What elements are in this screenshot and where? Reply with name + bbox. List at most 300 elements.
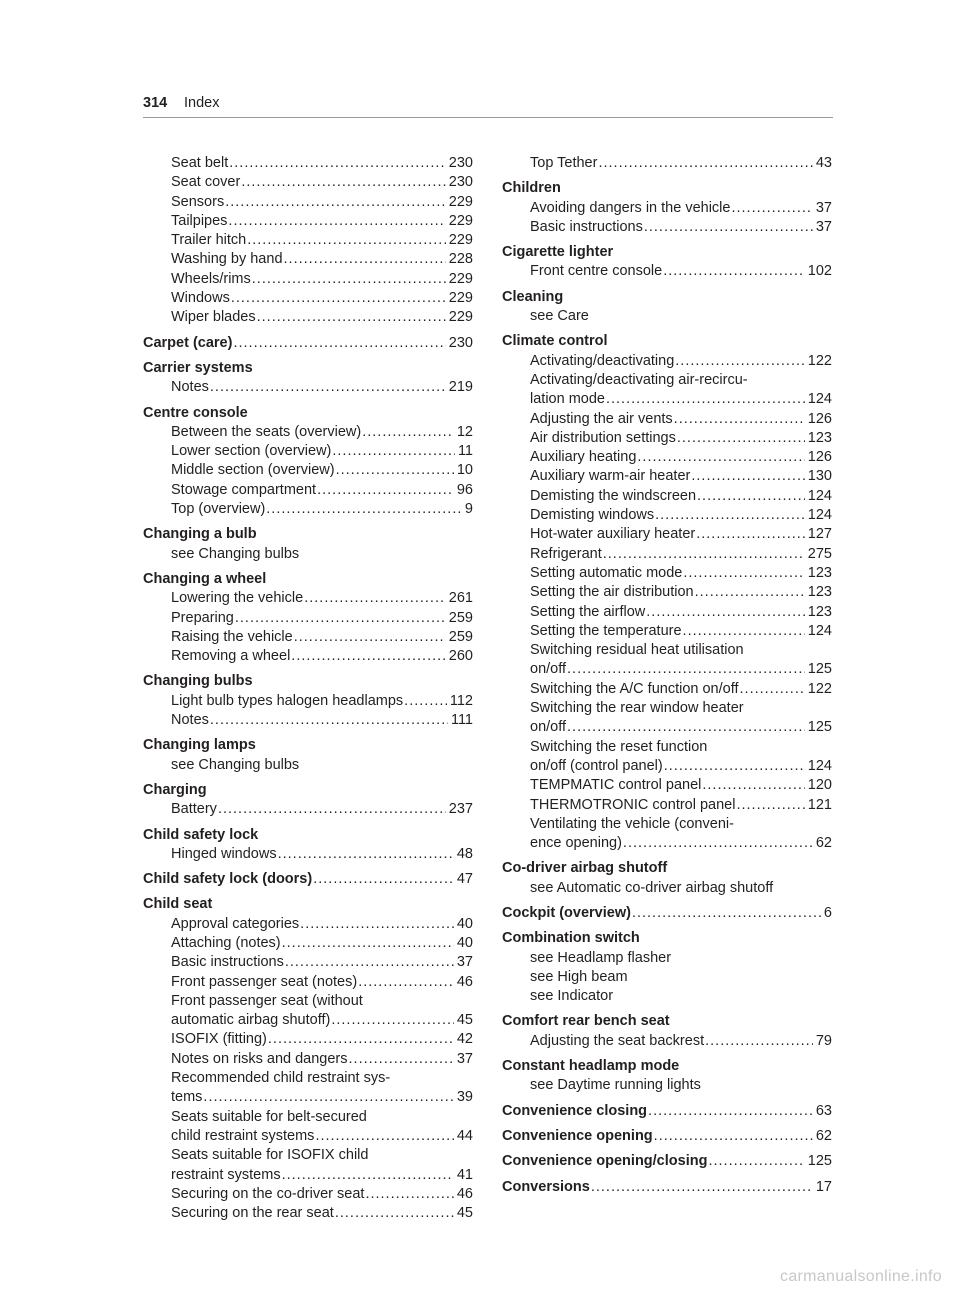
subentry-text: Stowage compartment [171, 481, 317, 498]
page-ref: 122 [807, 352, 832, 369]
index-subentry [143, 845, 473, 864]
subentry-text: Removing a wheel [171, 648, 291, 665]
dot-leader [648, 1102, 813, 1121]
heading-text: Convenience opening/closing [502, 1153, 708, 1170]
subentry-text: Top Tether [530, 155, 598, 171]
dot-leader [241, 173, 445, 192]
dot-leader [266, 500, 462, 519]
subentry-text: Hot-water auxiliary heater [530, 526, 696, 543]
page-ref: 46 [456, 1185, 473, 1202]
dot-leader [695, 583, 805, 602]
subentry-line: Switching the reset function [530, 738, 708, 755]
page-ref: 45 [456, 1012, 473, 1029]
index-entry [143, 736, 473, 775]
page-ref: 111 [450, 712, 473, 729]
index-entry [502, 243, 832, 282]
subentry-text: Front centre console [530, 263, 663, 280]
page-ref: 123 [807, 564, 832, 581]
index-subentry [143, 270, 473, 289]
dot-leader [591, 1178, 813, 1197]
page-ref: 260 [448, 648, 473, 665]
dot-leader [567, 660, 805, 679]
index-subentry [143, 250, 473, 269]
index-subentry [502, 583, 832, 602]
subentry-text: THERMOTRONIC control panel [530, 796, 736, 813]
dot-leader [674, 410, 805, 429]
index-subentry [143, 423, 473, 442]
page-ref: 10 [456, 462, 473, 479]
subentry-text: Notes [171, 379, 209, 396]
subentry-line: Switching the rear window heater [530, 700, 744, 717]
page-ref: 127 [807, 526, 832, 543]
index-subentry [502, 487, 832, 506]
dot-leader [315, 1127, 453, 1146]
index-entry [502, 929, 832, 1006]
index-entry [143, 781, 473, 820]
index-heading [502, 1102, 832, 1121]
subentry-text: Trailer hitch [171, 232, 247, 249]
subentry-text: Activating/deactivating [530, 352, 675, 369]
subentry-text: ence opening) [530, 835, 622, 852]
index-entry [143, 870, 473, 889]
subentry-line: Seats suitable for belt-secured [171, 1108, 367, 1125]
page-ref: 47 [456, 871, 473, 888]
index-heading: Changing lamps [143, 737, 256, 754]
index-subentry [502, 262, 832, 281]
dot-leader [740, 680, 805, 699]
index-subentry [502, 154, 832, 173]
index-heading: Carrier systems [143, 359, 253, 376]
page-ref: 124 [807, 391, 832, 408]
dot-leader [691, 467, 804, 486]
page-ref: 275 [807, 545, 832, 562]
index-subentry [143, 1050, 473, 1069]
index-subentry [502, 603, 832, 622]
dot-leader [655, 506, 805, 525]
page-ref: 124 [807, 507, 832, 524]
subentry-text: Securing on the rear seat [171, 1205, 334, 1222]
page-ref: 37 [815, 199, 832, 216]
index-entry [143, 525, 473, 564]
index-subentry [143, 193, 473, 212]
index-heading: Cleaning [502, 288, 564, 305]
subentry-text: restraint systems [171, 1166, 281, 1183]
index-subentry [502, 660, 832, 679]
dot-leader [233, 334, 445, 353]
subentry-text: on/off [530, 719, 567, 736]
page-ref: 259 [448, 628, 473, 645]
subentry-text: Seat belt [171, 155, 229, 171]
index-column-left [143, 154, 473, 1229]
dot-leader [683, 564, 804, 583]
subentry-text: Hinged windows [171, 845, 277, 862]
dot-leader [313, 870, 454, 889]
dot-leader [675, 352, 805, 371]
subentry-text: Refrigerant [530, 545, 602, 562]
page-ref: 230 [448, 155, 473, 171]
dot-leader [285, 953, 454, 972]
dot-leader [294, 628, 446, 647]
subentry-line: Ventilating the vehicle (conveni- [530, 815, 734, 832]
subentry-text: Approval categories [171, 915, 300, 932]
section-title: Index [184, 95, 220, 111]
page-ref: 124 [807, 622, 832, 639]
subentry-text: Lower section (overview) [171, 443, 332, 460]
subentry-text: Lowering the vehicle [171, 590, 304, 607]
dot-leader [210, 711, 448, 730]
dot-leader [282, 1166, 454, 1185]
index-subentry [143, 1204, 473, 1223]
index-heading [143, 334, 473, 353]
index-subentry [502, 525, 832, 544]
subentry-text: Washing by hand [171, 251, 283, 268]
page-ref: 125 [807, 661, 832, 678]
index-subentry [143, 378, 473, 397]
dot-leader [677, 429, 805, 448]
dot-leader [229, 154, 446, 173]
index-subentry [143, 442, 473, 461]
index-heading: Cigarette lighter [502, 244, 614, 261]
subentry-text: Sensors [171, 193, 225, 210]
dot-leader [644, 218, 813, 237]
index-entry [502, 1102, 832, 1121]
subentry-text: Notes [171, 712, 209, 729]
subentry-text: Notes on risks and dangers [171, 1050, 348, 1067]
index-entry [502, 332, 832, 853]
dot-leader [598, 154, 812, 173]
cross-reference: see Automatic co-driver airbag shutoff [530, 879, 774, 896]
dot-leader [336, 461, 454, 480]
page-ref: 37 [456, 1050, 473, 1067]
page-ref: 229 [448, 232, 473, 249]
page-ref: 120 [807, 777, 832, 794]
dot-leader [623, 834, 813, 853]
subentry-text: ISOFIX (fitting) [171, 1031, 267, 1048]
index-subentry [143, 1166, 473, 1185]
dot-leader [257, 308, 446, 327]
page-ref: 123 [807, 603, 832, 620]
index-subentry [143, 915, 473, 934]
page-ref: 40 [456, 934, 473, 951]
dot-leader [646, 603, 805, 622]
index-entry [502, 1178, 832, 1197]
index-heading: Changing a wheel [143, 570, 267, 587]
page-ref: 229 [448, 270, 473, 287]
subentry-text: Demisting the windscreen [530, 487, 697, 504]
index-column-right [502, 154, 832, 1203]
page-ref: 46 [456, 973, 473, 990]
watermark: carmanualsonline.info [780, 1268, 942, 1285]
subentry-text: Attaching (notes) [171, 934, 281, 951]
index-heading: Changing a bulb [143, 526, 257, 543]
dot-leader [247, 231, 446, 250]
index-subentry [502, 390, 832, 409]
index-subentry [143, 461, 473, 480]
dot-leader [225, 193, 446, 212]
index-entry [502, 1057, 832, 1096]
index-entry [502, 904, 832, 923]
dot-leader [291, 647, 446, 666]
cross-reference: see Changing bulbs [171, 545, 300, 562]
subentry-line: Activating/deactivating air-recircu- [530, 371, 748, 388]
subentry-text: child restraint systems [171, 1127, 315, 1144]
heading-text: Convenience closing [502, 1102, 648, 1119]
index-subentry [502, 506, 832, 525]
index-subentry [502, 564, 832, 583]
index-subentry [143, 800, 473, 819]
dot-leader [317, 481, 454, 500]
index-subentry [143, 500, 473, 519]
subentry-text: tems [171, 1089, 203, 1106]
page-ref: 130 [807, 468, 832, 485]
dot-leader [358, 973, 454, 992]
index-heading: Constant headlamp mode [502, 1058, 680, 1075]
index-subentry [502, 757, 832, 776]
dot-leader [736, 796, 804, 815]
subentry-text: Basic instructions [530, 218, 643, 235]
subentry-text: Light bulb types halogen headlamps [171, 692, 404, 709]
dot-leader [697, 487, 805, 506]
index-subentry [143, 953, 473, 972]
subentry-line: Recommended child restraint sys- [171, 1070, 391, 1087]
index-entry [502, 1152, 832, 1171]
page-ref: 123 [807, 429, 832, 446]
dot-leader [603, 545, 805, 564]
heading-text: Carpet (care) [143, 334, 233, 351]
page-ref: 79 [815, 1032, 832, 1049]
dot-leader [210, 378, 446, 397]
index-subentry [143, 647, 473, 666]
dot-leader [567, 718, 805, 737]
page-ref: 102 [807, 263, 832, 280]
index-subentry [502, 410, 832, 429]
page-ref: 42 [456, 1031, 473, 1048]
index-entry [143, 826, 473, 865]
page-ref: 230 [448, 174, 473, 191]
cross-reference: see Daytime running lights [530, 1077, 701, 1094]
page-ref: 261 [448, 590, 473, 607]
page-ref: 37 [456, 954, 473, 971]
index-heading [502, 1127, 832, 1146]
index-subentry [143, 289, 473, 308]
page-ref: 39 [456, 1089, 473, 1106]
index-entry [502, 1127, 832, 1146]
dot-leader [632, 904, 821, 923]
page-ref: 112 [449, 692, 473, 709]
index-heading: Changing bulbs [143, 673, 253, 690]
index-heading: Children [502, 180, 561, 197]
header-divider [143, 117, 833, 118]
dot-leader [278, 845, 454, 864]
cross-reference: see Headlamp flasher [530, 949, 672, 966]
subentry-text: Auxiliary heating [530, 449, 637, 466]
subentry-text: Setting the airflow [530, 603, 646, 620]
heading-text: Conversions [502, 1178, 590, 1195]
dot-leader [231, 289, 446, 308]
page-ref: 41 [456, 1166, 473, 1183]
index-entry [143, 154, 473, 328]
index-heading [502, 1178, 832, 1197]
index-subentry [143, 481, 473, 500]
index-subentry [143, 1185, 473, 1204]
dot-leader [203, 1088, 453, 1107]
subentry-text: Battery [171, 801, 217, 818]
page-ref: 229 [448, 193, 473, 210]
index-heading: Combination switch [502, 930, 640, 947]
subentry-text: Seat cover [171, 174, 241, 191]
index-entry [143, 570, 473, 666]
cross-reference: see High beam [530, 968, 628, 985]
subentry-text: Demisting windows [530, 507, 655, 524]
heading-text: Convenience opening [502, 1127, 653, 1144]
index-subentry [143, 628, 473, 647]
index-subentry [143, 589, 473, 608]
dot-leader [218, 800, 446, 819]
dot-leader [332, 442, 455, 461]
dot-leader [705, 1032, 813, 1051]
dot-leader [331, 1011, 454, 1030]
dot-leader [637, 448, 804, 467]
subentry-text: Front passenger seat (notes) [171, 973, 358, 990]
page-ref: 124 [807, 757, 832, 774]
index-entry [502, 154, 832, 173]
cross-reference: see Indicator [530, 988, 614, 1005]
dot-leader [304, 589, 446, 608]
dot-leader [362, 423, 454, 442]
page-ref: 229 [448, 212, 473, 229]
page-ref: 11 [457, 443, 473, 460]
subentry-text: Securing on the co-driver seat [171, 1185, 365, 1202]
index-subentry [143, 154, 473, 173]
index-subentry [143, 231, 473, 250]
index-heading: Charging [143, 781, 207, 798]
page-ref: 44 [456, 1127, 473, 1144]
index-subentry [502, 467, 832, 486]
dot-leader [228, 212, 445, 231]
subentry-text: Middle section (overview) [171, 462, 335, 479]
page-header [143, 95, 833, 117]
subentry-text: Setting the air distribution [530, 584, 694, 601]
index-heading [143, 870, 473, 889]
index-subentry [502, 352, 832, 371]
cross-reference: see Care [530, 308, 589, 325]
page-ref: 228 [448, 251, 473, 268]
page-number: 314 [143, 95, 168, 111]
dot-leader [365, 1185, 453, 1204]
dot-leader [300, 915, 454, 934]
index-entry [502, 288, 832, 327]
subentry-text: lation mode [530, 391, 605, 408]
index-subentry [143, 609, 473, 628]
subentry-text: Raising the vehicle [171, 628, 293, 645]
index-subentry [143, 934, 473, 953]
page-ref: 121 [807, 796, 832, 813]
index-subentry [502, 622, 832, 641]
dot-leader [235, 609, 446, 628]
index-heading: Child safety lock [143, 826, 259, 843]
page-ref: 48 [456, 845, 473, 862]
index-entry [143, 895, 473, 1223]
subentry-text: Wiper blades [171, 309, 256, 326]
dot-leader [252, 270, 446, 289]
subentry-line: Seats suitable for ISOFIX child [171, 1147, 369, 1164]
dot-leader [268, 1030, 454, 1049]
subentry-text: on/off [530, 661, 567, 678]
index-entry [143, 359, 473, 398]
index-heading [502, 1152, 832, 1171]
page-ref: 122 [807, 680, 832, 697]
page-ref: 37 [815, 218, 832, 235]
dot-leader [654, 1127, 813, 1146]
page-ref: 230 [448, 334, 473, 351]
dot-leader [702, 776, 804, 795]
index-subentry [502, 429, 832, 448]
subentry-text: Setting the temperature [530, 622, 682, 639]
heading-text: Child safety lock (doors) [143, 871, 313, 888]
dot-leader [284, 250, 446, 269]
index-subentry [143, 1030, 473, 1049]
index-subentry [502, 218, 832, 237]
index-heading: Child seat [143, 896, 213, 913]
page-ref: 219 [448, 379, 473, 396]
index-subentry [143, 1088, 473, 1107]
dot-leader [696, 525, 805, 544]
subentry-text: Wheels/rims [171, 270, 251, 287]
page-ref: 126 [807, 449, 832, 466]
heading-text: Cockpit (overview) [502, 904, 631, 921]
subentry-text: Switching the A/C function on/off [530, 680, 739, 697]
page-ref: 259 [448, 609, 473, 626]
subentry-text: automatic airbag shutoff) [171, 1012, 331, 1029]
dot-leader [404, 692, 447, 711]
index-subentry [502, 776, 832, 795]
index-subentry [502, 796, 832, 815]
page-ref: 63 [815, 1102, 832, 1119]
index-subentry [143, 308, 473, 327]
subentry-text: Preparing [171, 609, 234, 626]
subentry-text: Avoiding dangers in the vehicle [530, 199, 731, 216]
page-ref: 237 [448, 801, 473, 818]
subentry-text: Windows [171, 290, 230, 307]
index-subentry [502, 199, 832, 218]
index-entry [143, 672, 473, 730]
index-subentry [143, 212, 473, 231]
page-ref: 125 [807, 719, 832, 736]
page-ref: 126 [807, 410, 832, 427]
index-heading: Co-driver airbag shutoff [502, 860, 668, 877]
cross-reference: see Changing bulbs [171, 756, 300, 773]
page-ref: 12 [456, 423, 473, 440]
index-subentry [502, 545, 832, 564]
page-ref: 9 [464, 501, 473, 518]
index-subentry [143, 711, 473, 730]
subentry-text: Tailpipes [171, 212, 228, 229]
dot-leader [683, 622, 805, 641]
index-entry [143, 334, 473, 353]
dot-leader [731, 199, 812, 218]
dot-leader [663, 262, 805, 281]
subentry-line: Front passenger seat (without [171, 992, 363, 1009]
subentry-text: Basic instructions [171, 954, 284, 971]
dot-leader [606, 390, 805, 409]
index-heading: Comfort rear bench seat [502, 1013, 670, 1030]
index-subentry [502, 834, 832, 853]
dot-leader [349, 1050, 454, 1069]
page-ref: 45 [456, 1205, 473, 1222]
subentry-text: Adjusting the seat backrest [530, 1032, 705, 1049]
index-entry [143, 404, 473, 520]
index-subentry [502, 718, 832, 737]
